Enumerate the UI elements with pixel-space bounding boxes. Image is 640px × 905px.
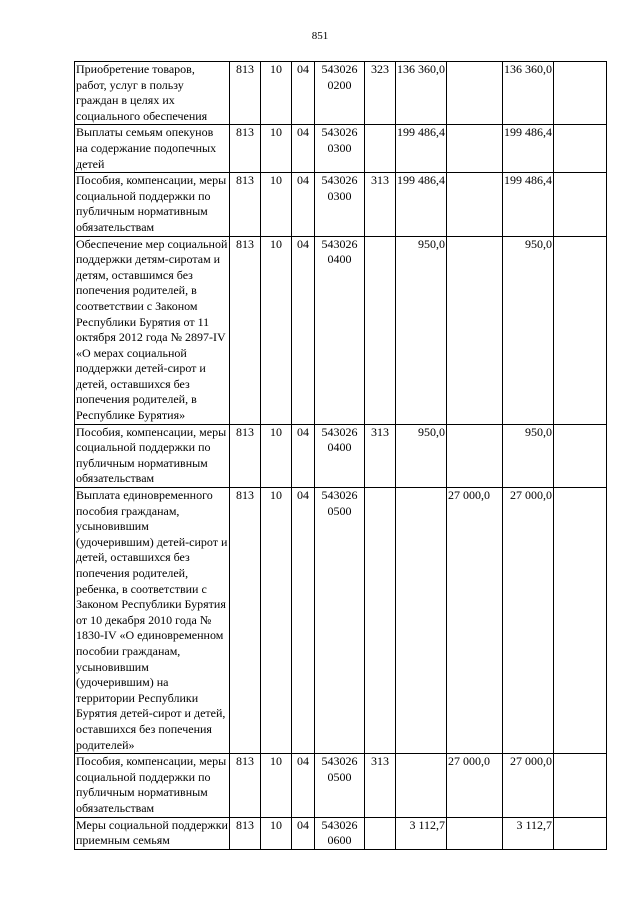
table-body xyxy=(75,62,607,850)
row-target: 543026 0600 xyxy=(315,817,365,849)
row-sum1: 950,0 xyxy=(396,424,447,487)
row-section: 10 xyxy=(261,754,292,817)
row-name: Обеспечение мер социальной поддержки детям-сиротам и детям, оставшимся без попечения родителей, в соответствии с Законом Республики Бурятия от 11 октября 2012 года № 2897-IV «О мерах социальной поддержки детей-сирот и детей, оставшихся без попечения родителей, в Республике Бурятия» xyxy=(75,236,230,424)
table-row xyxy=(75,173,607,236)
budget-table xyxy=(74,61,607,850)
row-sum2 xyxy=(447,817,503,849)
row-sum1: 950,0 xyxy=(396,236,447,424)
row-sum1: 199 486,4 xyxy=(396,125,447,173)
table-row xyxy=(75,424,607,487)
row-sum3: 27 000,0 xyxy=(503,488,554,754)
row-sum2: 27 000,0 xyxy=(447,754,503,817)
row-sum3: 136 360,0 xyxy=(503,62,554,125)
row-sum2 xyxy=(447,173,503,236)
row-target: 543026 0400 xyxy=(315,424,365,487)
table-row xyxy=(75,754,607,817)
row-subsection: 04 xyxy=(292,62,315,125)
row-sum2: 27 000,0 xyxy=(447,488,503,754)
row-sum3: 3 112,7 xyxy=(503,817,554,849)
row-subsection: 04 xyxy=(292,754,315,817)
row-sum3: 950,0 xyxy=(503,424,554,487)
row-target: 543026 0200 xyxy=(315,62,365,125)
row-sum2 xyxy=(447,424,503,487)
row-sum2 xyxy=(447,125,503,173)
row-target: 543026 0500 xyxy=(315,488,365,754)
row-name: Пособия, компенсации, меры социальной поддержки по публичным нормативным обязательствам xyxy=(75,754,230,817)
table-row xyxy=(75,817,607,849)
row-expense-type: 313 xyxy=(365,173,396,236)
row-grbs: 813 xyxy=(230,62,261,125)
row-section: 10 xyxy=(261,62,292,125)
row-sum1: 3 112,7 xyxy=(396,817,447,849)
row-target: 543026 0500 xyxy=(315,754,365,817)
row-expense-type xyxy=(365,236,396,424)
row-sum1: 136 360,0 xyxy=(396,62,447,125)
row-grbs: 813 xyxy=(230,125,261,173)
row-sum3: 199 486,4 xyxy=(503,125,554,173)
row-grbs: 813 xyxy=(230,754,261,817)
row-section: 10 xyxy=(261,424,292,487)
row-expense-type xyxy=(365,488,396,754)
row-subsection: 04 xyxy=(292,125,315,173)
row-sum3: 27 000,0 xyxy=(503,754,554,817)
row-section: 10 xyxy=(261,817,292,849)
row-section: 10 xyxy=(261,236,292,424)
row-grbs: 813 xyxy=(230,236,261,424)
row-sum4 xyxy=(554,488,607,754)
row-subsection: 04 xyxy=(292,488,315,754)
row-name: Выплаты семьям опекунов на содержание подопечных детей xyxy=(75,125,230,173)
row-name: Пособия, компенсации, меры социальной поддержки по публичным нормативным обязательствам xyxy=(75,424,230,487)
row-section: 10 xyxy=(261,488,292,754)
row-subsection: 04 xyxy=(292,173,315,236)
row-name: Выплата единовременного пособия гражданам, усыновившим (удочерившим) детей-сирот и детей, оставшихся без попечения родителей, ребенка, в соответствии с Законом Республики Бурятия от 10 декабря 2010 года № 1830-IV «О единовременном пособии гражданам, усыновившим (удочерившим) на территории Республики Бурятия детей-сирот и детей, оставшихся без попечения родителей» xyxy=(75,488,230,754)
row-expense-type xyxy=(365,125,396,173)
row-sum4 xyxy=(554,236,607,424)
row-subsection: 04 xyxy=(292,236,315,424)
row-target: 543026 0300 xyxy=(315,125,365,173)
row-sum4 xyxy=(554,173,607,236)
row-grbs: 813 xyxy=(230,424,261,487)
table-row xyxy=(75,125,607,173)
row-section: 10 xyxy=(261,125,292,173)
row-grbs: 813 xyxy=(230,173,261,236)
row-sum1 xyxy=(396,488,447,754)
row-sum3: 950,0 xyxy=(503,236,554,424)
row-subsection: 04 xyxy=(292,817,315,849)
row-sum1: 199 486,4 xyxy=(396,173,447,236)
row-expense-type xyxy=(365,817,396,849)
row-sum2 xyxy=(447,236,503,424)
row-sum2 xyxy=(447,62,503,125)
row-grbs: 813 xyxy=(230,488,261,754)
row-name: Пособия, компенсации, меры социальной поддержки по публичным нормативным обязательствам xyxy=(75,173,230,236)
page-number: 851 xyxy=(311,30,329,42)
row-subsection: 04 xyxy=(292,424,315,487)
row-sum1 xyxy=(396,754,447,817)
row-target: 543026 0300 xyxy=(315,173,365,236)
row-expense-type: 323 xyxy=(365,62,396,125)
row-section: 10 xyxy=(261,173,292,236)
row-expense-type: 313 xyxy=(365,754,396,817)
row-name: Приобретение товаров, работ, услуг в пользу граждан в целях их социального обеспечения xyxy=(75,62,230,125)
table-row xyxy=(75,488,607,754)
row-sum3: 199 486,4 xyxy=(503,173,554,236)
row-sum4 xyxy=(554,62,607,125)
row-grbs: 813 xyxy=(230,817,261,849)
table-row xyxy=(75,236,607,424)
row-sum4 xyxy=(554,817,607,849)
row-target: 543026 0400 xyxy=(315,236,365,424)
row-expense-type: 313 xyxy=(365,424,396,487)
row-name: Меры социальной поддержки приемным семьям xyxy=(75,817,230,849)
row-sum4 xyxy=(554,125,607,173)
row-sum4 xyxy=(554,424,607,487)
table-row xyxy=(75,62,607,125)
row-sum4 xyxy=(554,754,607,817)
